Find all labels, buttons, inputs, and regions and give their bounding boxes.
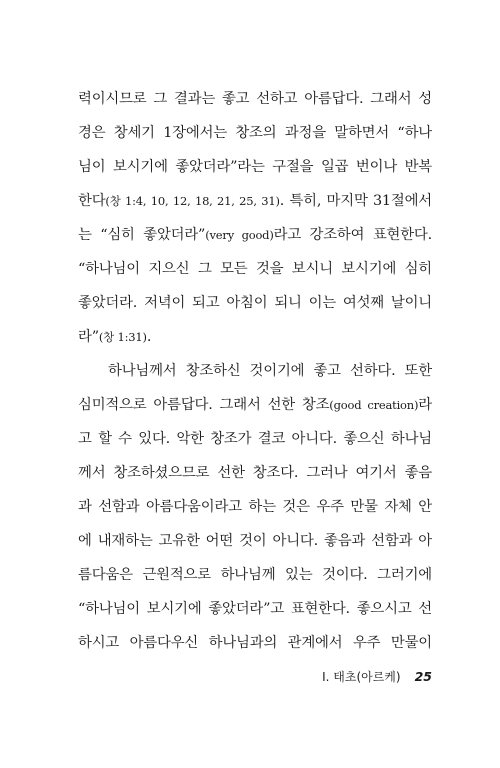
scripture-reference: (창 1:31) (98, 330, 147, 344)
text-line: 님이 보시기에 좋았더라”라는 구절을 일곱 번이나 반복 (78, 159, 432, 175)
text-line: “하나님이 보시기에 좋았더라”고 표현한다. 좋으시고 선 (78, 601, 432, 617)
text-line: 경은 창세기 1장에서는 창조의 과정을 말하면서 “하나 (78, 125, 432, 141)
text-line (78, 184, 432, 218)
text-line (78, 218, 432, 252)
text-line: 하시고 아름다우신 하나님과의 관계에서 우주 만물이 (78, 635, 432, 651)
section-title: I. 태초(아르케) (322, 670, 401, 684)
text-fragment: . (146, 329, 152, 345)
text-line: “하나님이 지으신 그 모든 것을 보시니 보시기에 심히 (78, 261, 432, 277)
english-gloss: (very good) (205, 228, 274, 242)
text-fragment: 는 “심히 좋았더라” (78, 227, 206, 243)
text-fragment: . 특히, 마지막 31절에서 (279, 193, 432, 209)
text-line: 께서 창조하셨으므로 선한 창조다. 그러나 여기서 좋음 (78, 465, 432, 481)
scripture-reference: (창 1:4, 10, 12, 18, 21, 25, 31) (105, 194, 280, 208)
text-line: 에 내재하는 고유한 어떤 것이 아니다. 좋음과 선함과 아 (78, 533, 432, 549)
text-fragment: 한다 (78, 193, 106, 209)
text-line: 름다움은 근원적으로 하나님께 있는 것이다. 그러기에 (78, 567, 432, 583)
english-gloss: (good creation) (329, 398, 419, 412)
running-footer (0, 668, 432, 685)
text-line: 하나님께서 창조하신 것이기에 좋고 선하다. 또한 (108, 363, 432, 379)
text-line: 좋았더라. 저녁이 되고 아침이 되니 이는 여섯째 날이니 (78, 295, 432, 311)
text-line (78, 388, 432, 422)
text-line: 력이시므로 그 결과는 좋고 선하고 아름답다. 그래서 성 (78, 91, 432, 107)
text-fragment: 라 (418, 397, 432, 413)
text-fragment: 라고 강조하여 표현한다. (273, 227, 432, 243)
text-line: 고 할 수 있다. 악한 창조가 결코 아니다. 좋으신 하나님 (78, 431, 432, 447)
text-fragment: 심미적으로 아름답다. 그래서 선한 창조 (78, 397, 330, 413)
text-line (78, 320, 432, 354)
page-number: 25 (414, 669, 432, 684)
text-fragment: 라” (78, 329, 99, 345)
text-line: 과 선함과 아름다움이라고 하는 것은 우주 만물 자체 안 (78, 499, 432, 515)
body-text (78, 82, 432, 660)
